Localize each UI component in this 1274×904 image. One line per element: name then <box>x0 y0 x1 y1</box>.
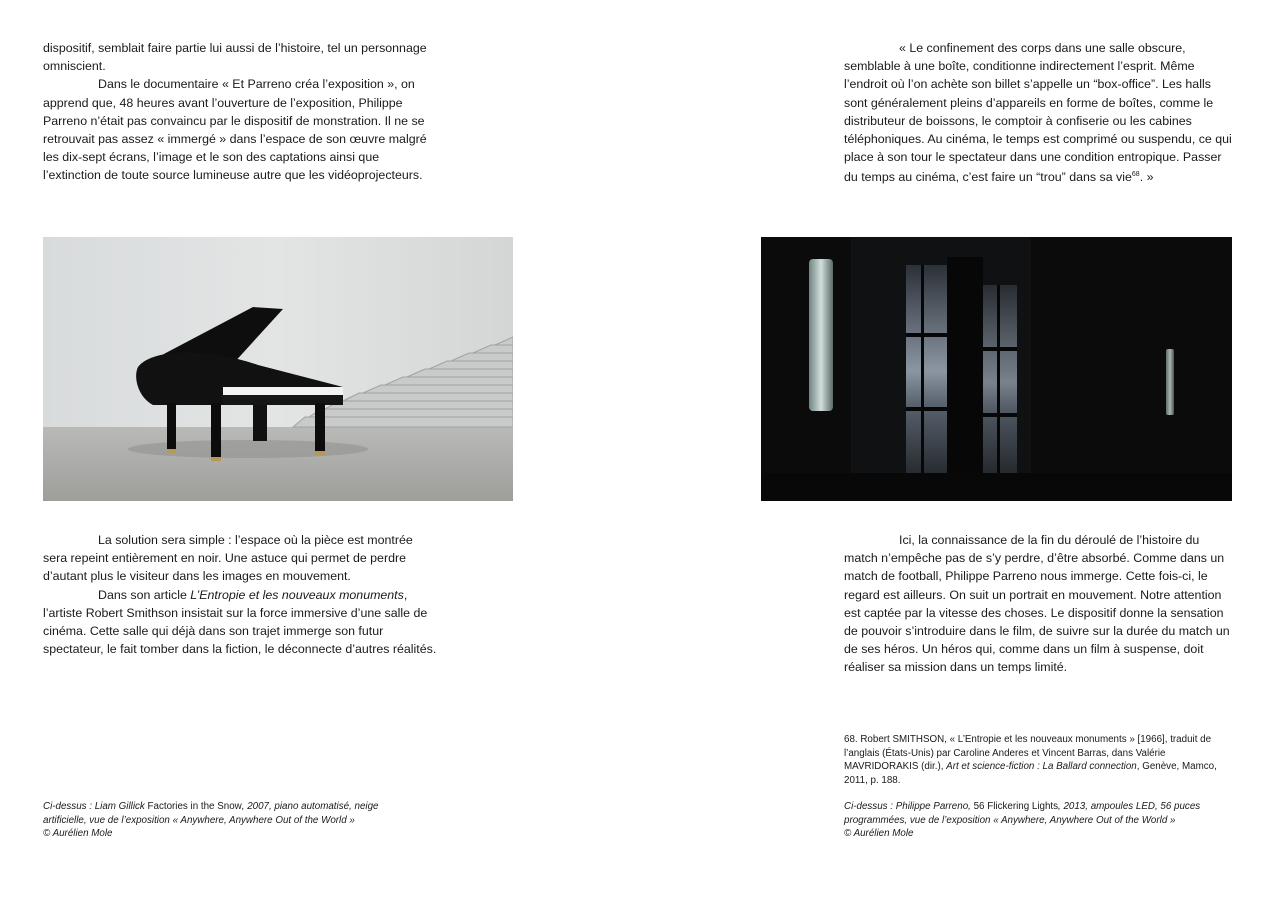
caption-prefix: Ci-dessus : Liam Gillick <box>43 801 145 812</box>
caption-details: , 2013, ampoules LED, 56 puces programmées, vue de l’exposition « Anywhere, Anywhere Out of the World » <box>844 801 1201 826</box>
caption-work: Factories in the Snow <box>144 801 242 812</box>
footnote-ref: 68 <box>1131 171 1140 179</box>
left-bottom-paragraph-1: La solution sera simple : l’espace où la pièce est montrée sera repeint entièrement en noir. Une astuce qui permet de perdre d’autant plus le visiteur dans les images en mouvement. <box>43 533 413 584</box>
p2-after: , l’artiste Robert Smithson insistait sur la force immersive d’une salle de cinéma. Cette salle qui déjà dans son trajet immerge son futur spectateur, le fait tomber dans la fiction, le déconnecte d’autres réalités. <box>43 587 437 657</box>
piano-photo <box>43 237 513 501</box>
footnote-book: Art et science-fiction : La Ballard connection <box>946 761 1137 773</box>
article-title: L’Entropie et les nouveaux monuments <box>190 587 404 602</box>
right-bottom-paragraph-1: Ici, la connaissance de la fin du déroulé de l’histoire du match n’empêche pas de s’y perdre, d’être absorbé. Comme dans un match de football, Philippe Parreno nous immerge. Cette fois-ci, le regard est ailleurs. On suit un portrait en mouvement. Notre attention est captée par la vitesse des choses. Le dispositif donne la sensation de pouvoir s’introduire dans le film, de suivre sur la durée du match un de ses héros. Un héros qui, comme dans un film à suspense, doit réaliser sa mission dans un temps limité. <box>844 533 1230 675</box>
right-bottom-text <box>844 531 1236 677</box>
left-caption <box>43 800 403 841</box>
left-bottom-text <box>43 531 438 658</box>
caption-details: , 2007, piano automatisé, neige artificielle, vue de l’exposition « Anywhere, Anywhere Out of the World » <box>43 801 379 826</box>
quote-text: « Le confinement des corps dans une salle obscure, semblable à une boîte, conditionne indirectement l’esprit. Même l’endroit où l’on achète son billet s’appelle un “box-office”. Les halls sont généralement pleins d’appareils en forme de boîtes, comme le distributeur de boissons, le comptoir à confiserie ou les cabines téléphoniques. Au cinéma, le temps est comprimé ou suspendu, ce qui place à son tour le spectateur dans une condition entropique. Passer du temps au cinéma, c’est faire un “trou” dans sa vie <box>844 41 1232 185</box>
lights-photo <box>761 237 1232 501</box>
footnote-68 <box>844 733 1224 787</box>
right-caption <box>844 800 1214 841</box>
right-top-paragraph-1 <box>844 39 1236 187</box>
caption-credit: © Aurélien Mole <box>43 828 113 840</box>
left-top-paragraph-1: dispositif, semblait faire partie lui aussi de l’histoire, tel un personnage omniscient. <box>43 41 427 74</box>
caption-prefix: Ci-dessus : Philippe Parreno, <box>844 801 971 812</box>
footnote-end: , Genève, Mamco, 2011, p. 188. <box>844 761 1217 786</box>
caption-credit: © Aurélien Mole <box>844 828 914 840</box>
left-top-text <box>43 39 438 185</box>
left-bottom-paragraph-2 <box>43 586 438 659</box>
right-top-text <box>844 39 1236 187</box>
left-top-paragraph-2: Dans le documentaire « Et Parreno créa l’exposition », on apprend que, 48 heures avant l’ouverture de l’exposition, Philippe Parreno n’était pas convaincu par le dispositif de monstration. Il ne se retrouvait pas assez « immergé » dans l’espace de son œuvre malgré les dix-sept écrans, l’image et le son des captations ainsi que l’extinction de toute source lumineuse autre que les vidéoprojecteurs. <box>43 77 427 183</box>
p2-before: Dans son article <box>98 587 191 602</box>
footnote-main: 68. Robert SMITHSON, « L’Entropie et les nouveaux monuments » [1966], traduit de l’anglais (États-Unis) par Caroline Anderes et Vincent Barras, dans Valérie MAVRIDORAKIS (dir.), <box>844 734 1212 773</box>
caption-work: 56 Flickering Lights <box>970 801 1059 812</box>
quote-end: . » <box>1139 170 1154 185</box>
